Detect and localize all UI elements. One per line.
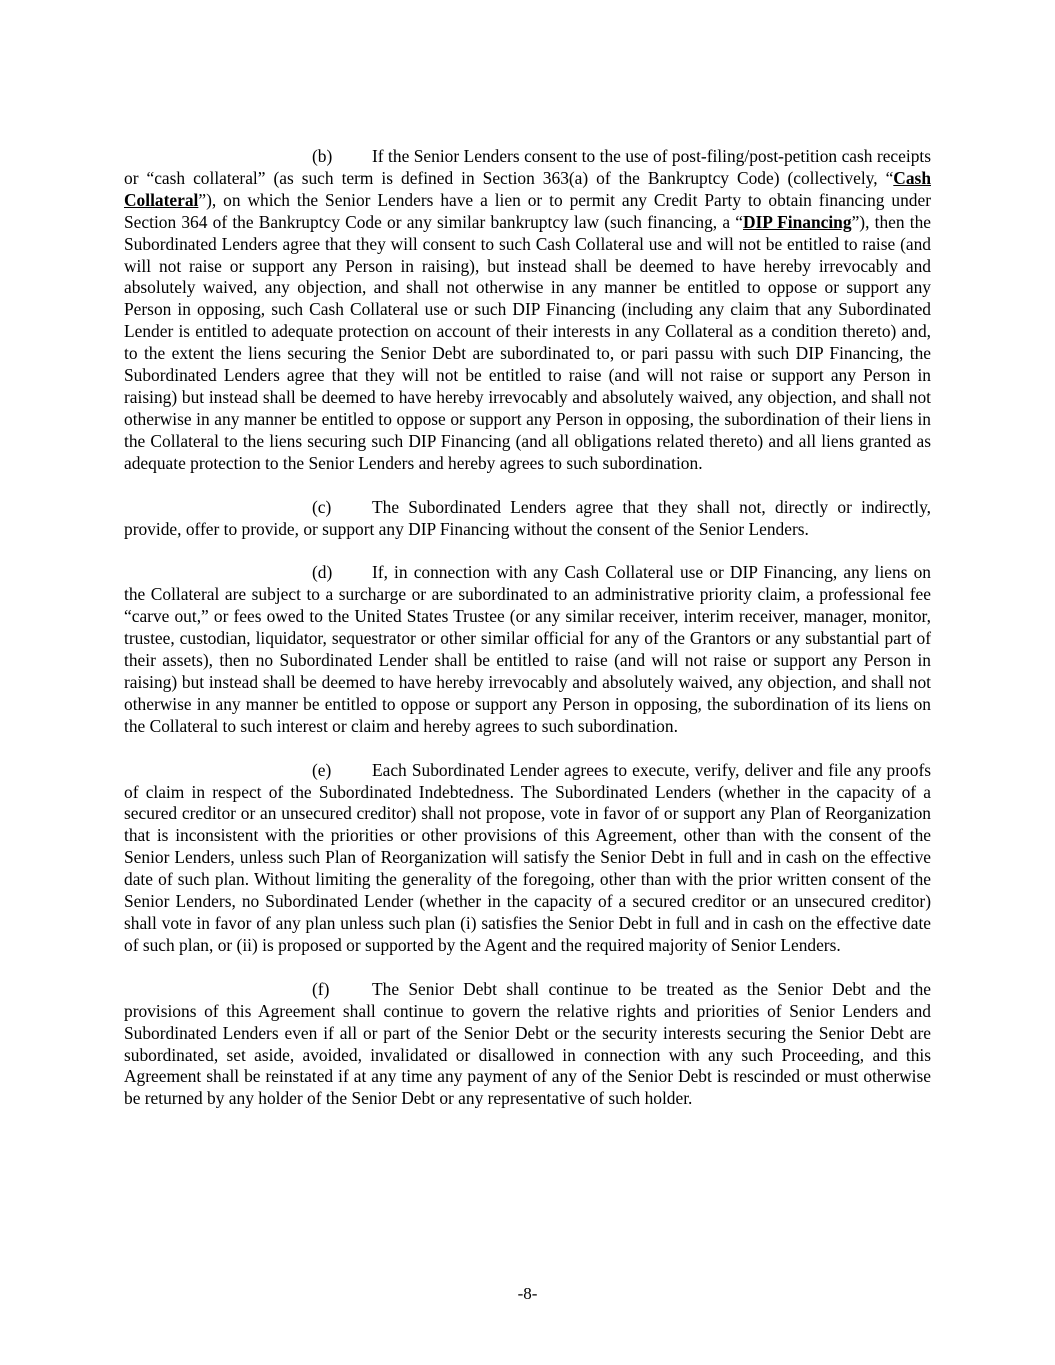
paragraph-b-text-2: ”), on which the Senior Lenders have a lien or to permit any Credit Party to obtain financing under Section 364 of the Bankruptcy Code or any similar bankruptcy law (such financing, a “ [124,189,931,232]
paragraph-e-text: Each Subordinated Lender agrees to execute, verify, deliver and file any proofs of claim in respect of the Subordinated Indebtedness. The Subordinated Lenders (whether in the capacity of a secured creditor or an unsecured creditor) shall not propose, vote in favor of or support any Plan of Reorganization that is inconsistent with the priorities or other provisions of this Agreement, other than with the consent of the Senior Lenders, unless such Plan of Reorganization will satisfy the Senior Debt in full and in cash on the effective date of such plan. Without limiting the generality of the foregoing, other than with the prior written consent of the Senior Lenders, no Subordinated Lender (whether in the capacity of a secured creditor or an unsecured creditor) shall vote in favor of any plan unless such plan (i) satisfies the Senior Debt in full and in cash on the effective date of such plan, or (ii) is proposed or supported by the Agent and the required majority of Senior Lenders. [124,759,931,955]
paragraph-d-text: If, in connection with any Cash Collateral use or DIP Financing, any liens on the Collateral are subject to a surcharge or are subordinated to an administrative priority claim, a professional fee “carve out,” or fees owed to the United States Trustee (or any similar receiver, interim receiver, manager, monitor, trustee, custodian, liquidator, sequestrator or other similar official for any of the Grantors or any substantial part of their assets), then no Subordinated Lender shall be entitled to raise (and will not raise or support any Person in raising) but instead shall be deemed to have hereby irrevocably and absolutely waived, any objection, and shall not otherwise in any manner be entitled to oppose or support any Person in opposing, the subordination of its liens on the Collateral to such interest or claim and hereby agrees to such subordination. [124,562,931,736]
paragraph-f-text: The Senior Debt shall continue to be treated as the Senior Debt and the provisions of this Agreement shall continue to govern the relative rights and priorities of Senior Lenders and Subordinated Lenders even if all or part of the Senior Debt or the security interests securing the Senior Debt are subordinated, set aside, avoided, invalidated or disallowed in connection with any such Proceeding, and this Agreement shall be reinstated if at any time any payment of any of the Senior Debt is rescinded or must otherwise be returned by any holder of the Senior Debt or any representative of such holder. [124,978,931,1109]
paragraph-label-c: (c) [312,496,332,517]
defined-term-cash-collateral: Cash Collateral [124,167,931,210]
paragraph-d [124,562,931,737]
paragraph-b-text-3: ”), then the Subordinated Lenders agree that they will consent to such Cash Collateral use and will not be entitled to raise (and will not raise or support any Person in raising), but instead shall be deemed to have hereby irrevocably and absolutely waived, any objection, and shall not otherwise in any manner be entitled to oppose or support any Person in opposing, such Cash Collateral use or such DIP Financing (including any claim that any Subordinated Lender is entitled to adequate protection on account of their interests in any Collateral as a condition thereto) and, to the extent the liens securing the Senior Debt are subordinated to, or pari passu with such DIP Financing, the Subordinated Lenders agree that they will not be entitled to raise (and will not raise or support any Person in raising) but instead shall be deemed to have hereby irrevocably and absolutely waived, any objection, and shall not otherwise in any manner be entitled to oppose or support any Person in opposing, the subordination of their liens in the Collateral to the liens securing such DIP Financing (and all obligations related thereto) and all liens granted as adequate protection to the Senior Lenders and hereby agrees to such subordination. [124,211,932,473]
defined-term-dip-financing: DIP Financing [742,211,852,232]
paragraph-b-text-1: If the Senior Lenders consent to the use of post-filing/post-petition cash receipts or “cash collateral” (as such term is defined in Section 363(a) of the Bankruptcy Code) (collectively, “ [124,146,931,188]
paragraph-label-f: (f) [312,978,330,999]
paragraph-c-text: The Subordinated Lenders agree that they shall not, directly or indirectly, provide, offer to provide, or support any DIP Financing without the consent of the Senior Lenders. [124,496,931,539]
document-page [124,146,931,1132]
paragraph-label-d: (d) [312,562,333,583]
paragraph-c [124,497,931,541]
paragraph-label-b: (b) [312,146,333,166]
paragraph-f [124,979,931,1110]
paragraph-b [124,146,931,475]
paragraph-label-e: (e) [312,759,332,780]
page-number: -8- [517,1284,538,1303]
paragraph-e [124,760,931,957]
